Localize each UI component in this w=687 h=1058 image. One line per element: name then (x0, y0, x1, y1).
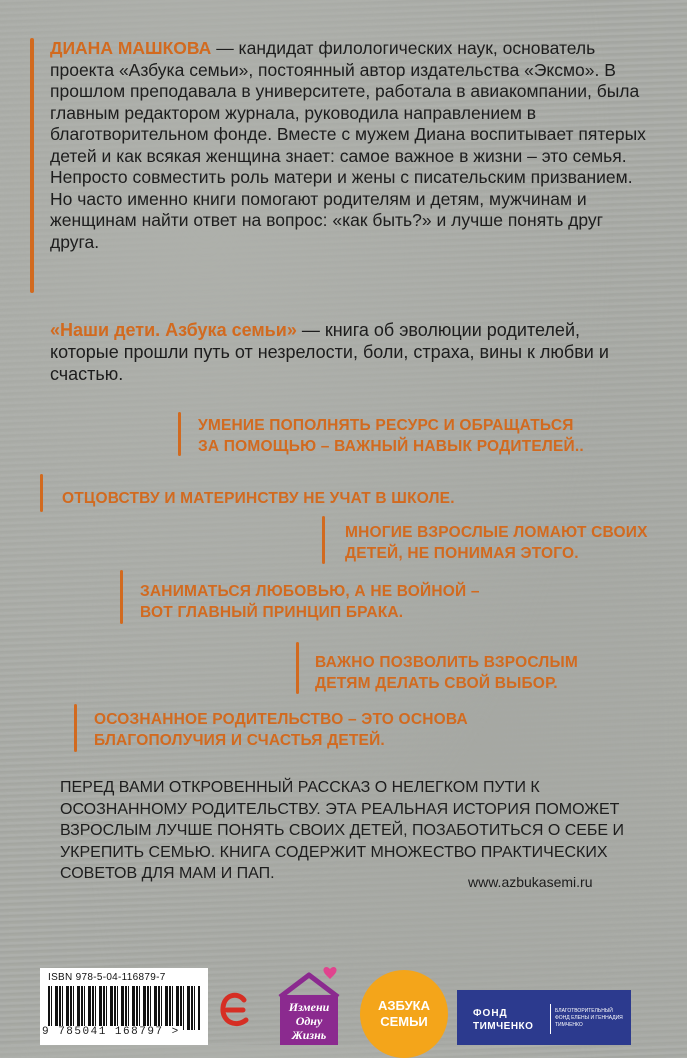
izmeni-word-3: Жизнь (291, 1028, 327, 1042)
quote-line: ДЕТЕЙ, НЕ ПОНИМАЯ ЭТОГО. (345, 545, 579, 562)
barcode-icon (48, 986, 200, 1030)
quote-marker (120, 570, 123, 624)
fond-timchenko-logo (457, 990, 631, 1045)
fond-logo-small-text: БЛАГОТВОРИТЕЛЬНЫЙ ФОНД ЕЛЕНЫ И ГЕННАДИЯ ТИМЧЕНКО (555, 1008, 623, 1028)
izmeni-word-1: Измени (288, 1000, 330, 1014)
fond-logo-line-1: ФОНД (473, 1008, 508, 1019)
izmeni-word-2: Одну (295, 1014, 323, 1028)
quote-line: БЛАГОПОЛУЧИЯ И СЧАСТЬЯ ДЕТЕЙ. (94, 732, 385, 749)
fond-logo-line-2: ТИМЧЕНКО (473, 1021, 534, 1032)
quote-marker (296, 642, 299, 694)
website-link[interactable]: www.azbukasemi.ru (468, 874, 593, 890)
book-description: ПЕРЕД ВАМИ ОТКРОВЕННЫЙ РАССКАЗ О НЕЛЕГКОМ ПУТИ К ОСОЗНАННОМУ РОДИТЕЛЬСТВУ. ЭТА РЕАЛЬНАЯ ИСТОРИЯ ПОМОЖЕТ ВЗРОСЛЫМ ЛУЧШЕ ПОНЯТЬ СВОИХ ДЕТЕЙ, ПОЗАБОТИТЬСЯ О СЕБЕ И УКРЕПИТЬ СЕМЬЮ. КНИГА СОДЕРЖИТ МНОЖЕСТВО ПРАКТИЧЕСКИХ СОВЕТОВ ДЛЯ МАМ И ПАП. (60, 779, 625, 882)
quote-3 (345, 522, 648, 564)
quote-line: ЗА ПОМОЩЬЮ – ВАЖНЫЙ НАВЫК РОДИТЕЛЕЙ.. (198, 438, 584, 455)
book-intro-text: — книга об эволюции родителей, которые прошли путь от незрелости, боли, страха, вины к любви и счастью. (50, 320, 609, 384)
quote-marker (178, 412, 181, 456)
quote-line: ЗАНИМАТЬСЯ ЛЮБОВЬЮ, А НЕ ВОЙНОЙ – (140, 583, 480, 600)
quote-line: ОСОЗНАННОЕ РОДИТЕЛЬСТВО – ЭТО ОСНОВА (94, 711, 468, 728)
quote-line: ОТЦОВСТВУ И МАТЕРИНСТВУ НЕ УЧАТ В ШКОЛЕ. (62, 490, 455, 507)
quote-line: ВОТ ГЛАВНЫЙ ПРИНЦИП БРАКА. (140, 604, 404, 621)
book-title: «Наши дети. Азбука семьи» (50, 320, 297, 340)
book-intro (50, 319, 650, 385)
quote-4 (140, 581, 480, 623)
fond-logo-divider (550, 1004, 551, 1034)
accent-stroke (30, 38, 34, 293)
quote-2 (62, 488, 455, 509)
author-bio-text: — кандидат филологических наук, основатель проекта «Азбука семьи», постоянный автор издательства «Эксмо». В прошлом преподавала в университете, работала в авиакомпании, была главным редактором журнала, руководила направлением в благотворительном фонде. Вместе с мужем Диана воспитывает пятерых детей и как всякая женщина знает: самое важное в жизни – это семья. Непросто совместить роль матери и жены с писательским призванием. Но часто именно книги помогают родителям и детям, мужчинам и женщинам найти ответ на вопрос: «как быть?» и лучше понять друг друга. (50, 38, 646, 252)
quote-line: МНОГИЕ ВЗРОСЛЫЕ ЛОМАЮТ СВОИХ (345, 524, 648, 541)
isbn-label: ISBN 978-5-04-116879-7 (48, 972, 166, 983)
isbn-barcode-box (40, 968, 208, 1045)
quote-marker (40, 474, 43, 512)
barcode-number: 9 785041 168797 > (42, 1026, 180, 1038)
author-name: ДИАНА МАШКОВА (50, 38, 212, 58)
author-bio (50, 38, 650, 253)
izmeni-odnu-zhizn-logo-icon (268, 965, 350, 1045)
quote-6 (94, 709, 468, 751)
quote-line: ВАЖНО ПОЗВОЛИТЬ ВЗРОСЛЫМ (315, 654, 578, 671)
azbuka-logo-line-1: АЗБУКА (378, 998, 430, 1013)
eksmo-logo-icon (218, 990, 252, 1030)
quote-line: ДЕТЯМ ДЕЛАТЬ СВОЙ ВЫБОР. (315, 675, 558, 692)
quote-line: УМЕНИЕ ПОПОЛНЯТЬ РЕСУРС И ОБРАЩАТЬСЯ (198, 417, 574, 434)
quote-marker (322, 516, 325, 564)
quote-5 (315, 652, 578, 694)
quote-1 (198, 415, 584, 457)
quote-marker (74, 704, 77, 752)
azbuka-logo-line-2: СЕМЬИ (380, 1014, 428, 1029)
